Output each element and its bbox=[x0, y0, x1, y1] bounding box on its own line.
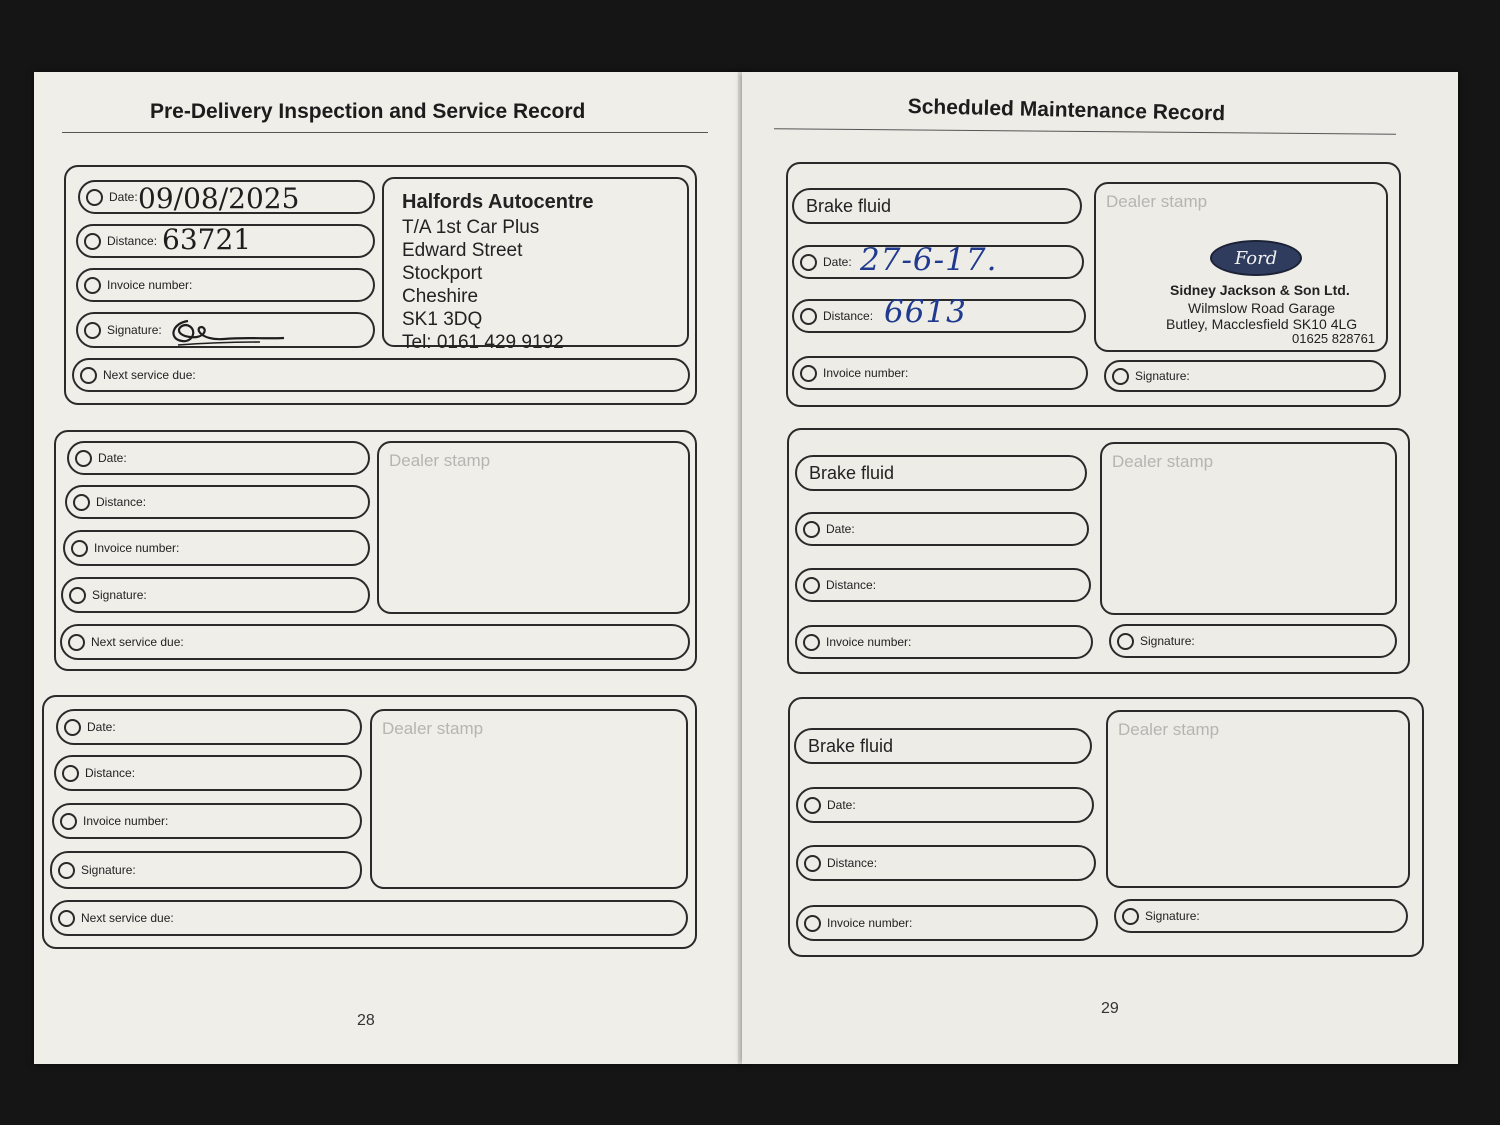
invoice-checkbox[interactable] bbox=[800, 365, 817, 382]
invoice-number-field[interactable] bbox=[795, 625, 1093, 659]
date-checkbox[interactable] bbox=[86, 189, 103, 206]
date-checkbox[interactable] bbox=[803, 521, 820, 538]
date-checkbox[interactable] bbox=[64, 719, 81, 736]
stamp-line: Edward Street bbox=[402, 240, 523, 261]
dealer-stamp-box bbox=[382, 177, 689, 353]
distance-checkbox[interactable] bbox=[62, 765, 79, 782]
distance-label: Distance: bbox=[85, 766, 136, 780]
right-page-title: Scheduled Maintenance Record bbox=[907, 95, 1226, 126]
invoice-label: Invoice number: bbox=[826, 635, 912, 649]
brake-fluid-heading bbox=[794, 728, 1092, 764]
signature-label: Signature: bbox=[1145, 909, 1200, 923]
dealer-stamp-label: Dealer stamp bbox=[1118, 720, 1220, 739]
invoice-number-field[interactable] bbox=[52, 803, 362, 839]
left-page-title: Pre-Delivery Inspection and Service Record bbox=[150, 100, 586, 123]
brake-fluid-label: Brake fluid bbox=[809, 462, 895, 483]
service-record-section-1 bbox=[64, 165, 697, 405]
signature-checkbox[interactable] bbox=[1112, 368, 1129, 385]
signature-label: Signature: bbox=[1140, 634, 1195, 648]
invoice-number-field[interactable] bbox=[792, 356, 1088, 390]
distance-checkbox[interactable] bbox=[804, 855, 821, 872]
maintenance-record-section-2 bbox=[787, 428, 1410, 674]
invoice-checkbox[interactable] bbox=[84, 277, 101, 294]
left-title-rule bbox=[62, 132, 708, 133]
dealer-stamp-box bbox=[1100, 442, 1397, 615]
handwritten-date: 09/08/2025 bbox=[138, 182, 300, 215]
invoice-label: Invoice number: bbox=[823, 366, 909, 380]
signature-checkbox[interactable] bbox=[1122, 908, 1139, 925]
next-service-label: Next service due: bbox=[103, 368, 196, 382]
invoice-checkbox[interactable] bbox=[803, 634, 820, 651]
brake-fluid-heading bbox=[795, 455, 1087, 491]
signature-checkbox[interactable] bbox=[84, 322, 101, 339]
signature-field[interactable] bbox=[1104, 360, 1386, 392]
date-label: Date: bbox=[109, 190, 138, 204]
invoice-label: Invoice number: bbox=[107, 278, 193, 292]
date-checkbox[interactable] bbox=[75, 450, 92, 467]
distance-field[interactable] bbox=[65, 485, 370, 519]
invoice-label: Invoice number: bbox=[827, 916, 913, 930]
distance-checkbox[interactable] bbox=[800, 308, 817, 325]
distance-label: Distance: bbox=[823, 309, 874, 323]
ford-logo-text: Ford bbox=[1234, 247, 1278, 269]
dealer-stamp-box bbox=[1094, 182, 1388, 352]
dealer-stamp-label: Dealer stamp bbox=[382, 719, 484, 738]
dealer-stamp-box bbox=[377, 441, 690, 614]
next-service-checkbox[interactable] bbox=[68, 634, 85, 651]
stamp-line: SK1 3DQ bbox=[402, 309, 483, 330]
date-label: Date: bbox=[826, 522, 855, 536]
date-checkbox[interactable] bbox=[800, 254, 817, 271]
service-record-section-3 bbox=[42, 695, 697, 949]
date-field[interactable] bbox=[56, 709, 362, 745]
next-service-due-field[interactable] bbox=[50, 900, 688, 936]
next-service-label: Next service due: bbox=[81, 911, 174, 925]
next-service-due-field[interactable] bbox=[72, 358, 690, 392]
dealer-stamp-label: Dealer stamp bbox=[1106, 192, 1208, 211]
stamp-line: Butley, Macclesfield SK10 4LG bbox=[1166, 316, 1358, 332]
right-page-number: 29 bbox=[1101, 1000, 1119, 1017]
stamp-dealer-name: Sidney Jackson & Son Ltd. bbox=[1170, 282, 1350, 298]
date-label: Date: bbox=[827, 798, 856, 812]
invoice-label: Invoice number: bbox=[94, 541, 180, 555]
signature-label: Signature: bbox=[107, 323, 162, 337]
signature-checkbox[interactable] bbox=[58, 862, 75, 879]
distance-label: Distance: bbox=[827, 856, 878, 870]
next-service-checkbox[interactable] bbox=[58, 910, 75, 927]
distance-field[interactable] bbox=[795, 568, 1091, 602]
stamp-line: Wilmslow Road Garage bbox=[1188, 300, 1336, 316]
invoice-number-field[interactable] bbox=[76, 268, 375, 302]
date-field[interactable] bbox=[67, 441, 370, 475]
signature-checkbox[interactable] bbox=[69, 587, 86, 604]
dealer-stamp-box bbox=[1106, 710, 1410, 888]
signature-field[interactable] bbox=[61, 577, 370, 613]
date-label: Date: bbox=[98, 451, 127, 465]
dealer-stamp-label: Dealer stamp bbox=[1112, 452, 1214, 471]
signature-field[interactable] bbox=[50, 851, 362, 889]
signature-field[interactable] bbox=[1114, 899, 1408, 933]
dealer-stamp-box bbox=[370, 709, 688, 889]
dealer-stamp-label: Dealer stamp bbox=[389, 451, 491, 470]
stamp-line: Cheshire bbox=[402, 286, 479, 307]
ford-logo bbox=[1210, 240, 1302, 276]
signature-scribble bbox=[164, 309, 289, 351]
distance-field[interactable] bbox=[796, 845, 1096, 881]
stamp-line: 01625 828761 bbox=[1292, 331, 1376, 346]
handwritten-distance: 63721 bbox=[162, 223, 252, 256]
service-record-section-2 bbox=[54, 430, 697, 671]
next-service-checkbox[interactable] bbox=[80, 367, 97, 384]
distance-label: Distance: bbox=[96, 495, 147, 509]
stamp-dealer-name: Halfords Autocentre bbox=[402, 191, 594, 213]
stamp-line: Stockport bbox=[402, 263, 483, 284]
stamp-line: T/A 1st Car Plus bbox=[402, 217, 540, 238]
signature-field[interactable] bbox=[1109, 624, 1397, 658]
signature-label: Signature: bbox=[92, 588, 147, 602]
invoice-number-field[interactable] bbox=[796, 905, 1098, 941]
brake-fluid-label: Brake fluid bbox=[808, 735, 894, 756]
distance-label: Distance: bbox=[107, 234, 158, 248]
invoice-number-field[interactable] bbox=[63, 530, 370, 566]
left-page-number: 28 bbox=[357, 1012, 375, 1029]
invoice-checkbox[interactable] bbox=[71, 540, 88, 557]
signature-label: Signature: bbox=[1135, 369, 1190, 383]
maintenance-record-section-3 bbox=[788, 697, 1424, 957]
invoice-checkbox[interactable] bbox=[60, 813, 77, 830]
brake-fluid-label: Brake fluid bbox=[806, 195, 892, 216]
date-field[interactable] bbox=[795, 512, 1089, 546]
handwritten-date: 27-6-17. bbox=[860, 242, 998, 278]
date-label: Date: bbox=[823, 255, 852, 269]
distance-checkbox[interactable] bbox=[73, 494, 90, 511]
date-checkbox[interactable] bbox=[804, 797, 821, 814]
next-service-due-field[interactable] bbox=[60, 624, 690, 660]
stamp-line: Tel: 0161 429 9192 bbox=[402, 332, 564, 353]
next-service-label: Next service due: bbox=[91, 635, 184, 649]
date-label: Date: bbox=[87, 720, 116, 734]
distance-checkbox[interactable] bbox=[84, 233, 101, 250]
brake-fluid-heading bbox=[792, 188, 1082, 224]
distance-field[interactable] bbox=[54, 755, 362, 791]
invoice-label: Invoice number: bbox=[83, 814, 169, 828]
handwritten-distance: 6613 bbox=[884, 294, 967, 330]
maintenance-record-section-1 bbox=[786, 162, 1401, 407]
signature-checkbox[interactable] bbox=[1117, 633, 1134, 650]
date-field[interactable] bbox=[796, 787, 1094, 823]
distance-checkbox[interactable] bbox=[803, 577, 820, 594]
signature-label: Signature: bbox=[81, 863, 136, 877]
distance-label: Distance: bbox=[826, 578, 877, 592]
invoice-checkbox[interactable] bbox=[804, 915, 821, 932]
